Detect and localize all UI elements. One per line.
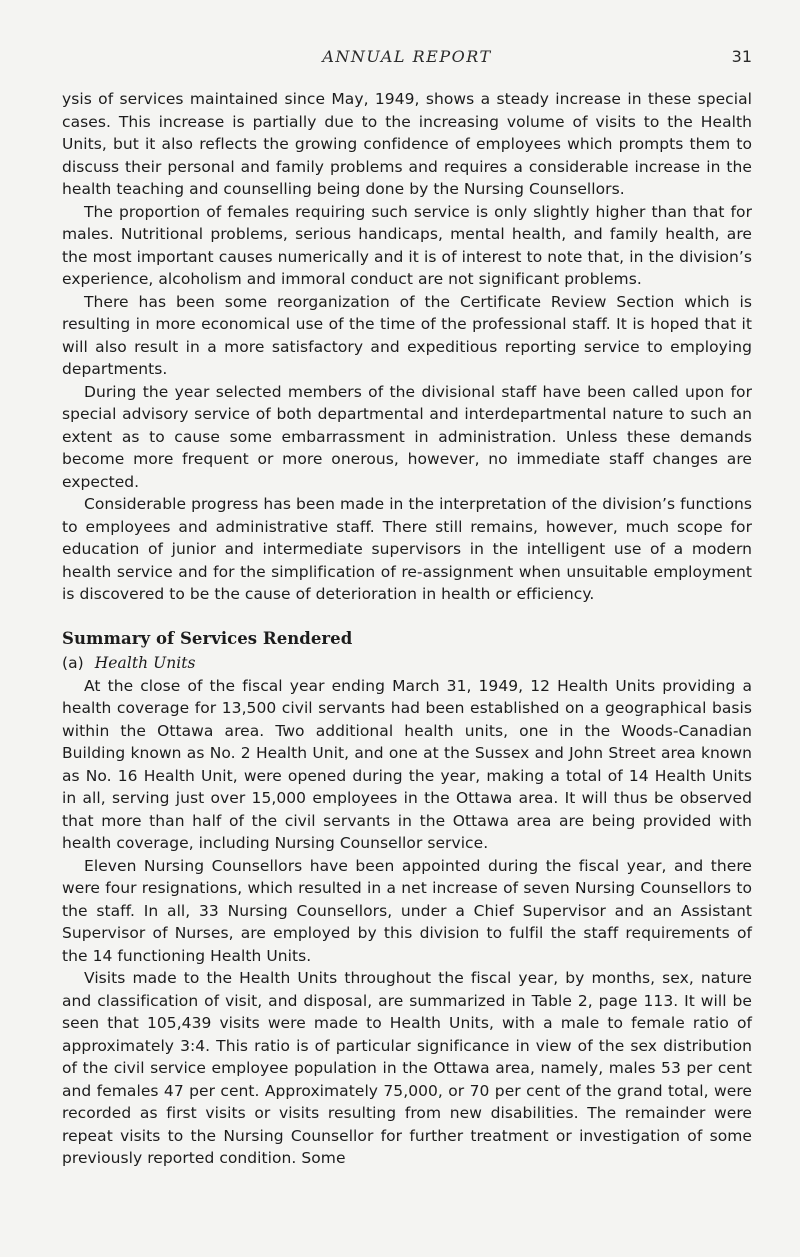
paragraph: The proportion of females requiring such service is only slightly higher than that for males. Nutritional problems, serious handicaps, mental health, and family health, are the most important causes numerically and it is of interest to note that, in the division’s experience, alcoholism and immoral conduct are not significant problems. — [62, 202, 752, 288]
page-header — [62, 47, 752, 73]
subsection-title: Health Units — [94, 654, 196, 672]
paragraph: Considerable progress has been made in the interpretation of the division’s functions to employees and administrative staff. There still remains, however, much scope for education of junior and intermediate supervisors in the intelligent use of a modern health service and for the simplification of re-assignment when unsuitable employment is discovered to be the cause of deterioration in health or efficiency. — [62, 495, 752, 603]
paragraph: At the close of the fiscal year ending March 31, 1949, 12 Health Units providing a health coverage for 13,500 civil servants had been established on a geographical basis within the Ottawa area. Two additional health units, one in the Woods-Canadian Building known as No. 2 Health Unit, and one at the Sussex and John Street area known as No. 16 Health Unit, were opened during the year, making a total of 14 Health Units in all, serving just over 15,000 employees in the Ottawa area. It will thus be observed that more than half of the civil servants in the Ottawa area are being provided with health coverage, including Nursing Counsellor service. — [62, 676, 752, 852]
subsection-heading — [62, 652, 752, 675]
body-text — [62, 88, 752, 1170]
paragraph: Visits made to the Health Units throughout the fiscal year, by months, sex, nature and classification of visit, and disposal, are summarized in Table 2, page 113. It will be seen that 105,439 visits were made to Health Units, with a male to female ratio of approximately 3:4. This ratio is of particular significance in view of the sex distribution of the civil service employee population in the Ottawa area, namely, males 53 per cent and females 47 per cent. Approximately 75,000, or 70 per cent of the grand total, were recorded as first visits or visits resulting from new disabilities. The remainder were repeat visits to the Nursing Counsellor for further treatment or investigation of some previously reported condition. Some — [62, 969, 752, 1167]
paragraph: ysis of services maintained since May, 1949, shows a steady increase in these special cases. This increase is partially due to the increasing volume of visits to the Health Units, but it also reflects the growing confidence of employees which prompts them to discuss their personal and family problems and requires a considerable increase in the health teaching and counselling being done by the Nursing Counsellors. — [62, 90, 752, 198]
paragraph: There has been some reorganization of the Certificate Review Section which is resulting in more economical use of the time of the professional staff. It is hoped that it will also result in a more satisfactory and expeditious reporting service to employing departments. — [62, 292, 752, 378]
running-title: ANNUAL REPORT — [322, 47, 492, 66]
page-number: 31 — [731, 47, 752, 66]
subsection-label: (a) — [62, 654, 84, 672]
paragraph: During the year selected members of the divisional staff have been called upon for special advisory service of both departmental and interdepartmental nature to such an extent as to cause some embarrassment in administration. Unless these demands become more frequent or more onerous, however, no immediate staff changes are expected. — [62, 382, 752, 491]
section-heading: Summary of Services Rendered — [62, 628, 353, 648]
paragraph: Eleven Nursing Counsellors have been appointed during the fiscal year, and there were four resignations, which resulted in a net increase of seven Nursing Counsellors to the staff. In all, 33 Nursing Counsellors, under a Chief Supervisor and an Assistant Supervisor of Nurses, are employed by this division to fulfil the staff requirements of the 14 functioning Health Units. — [62, 856, 752, 965]
